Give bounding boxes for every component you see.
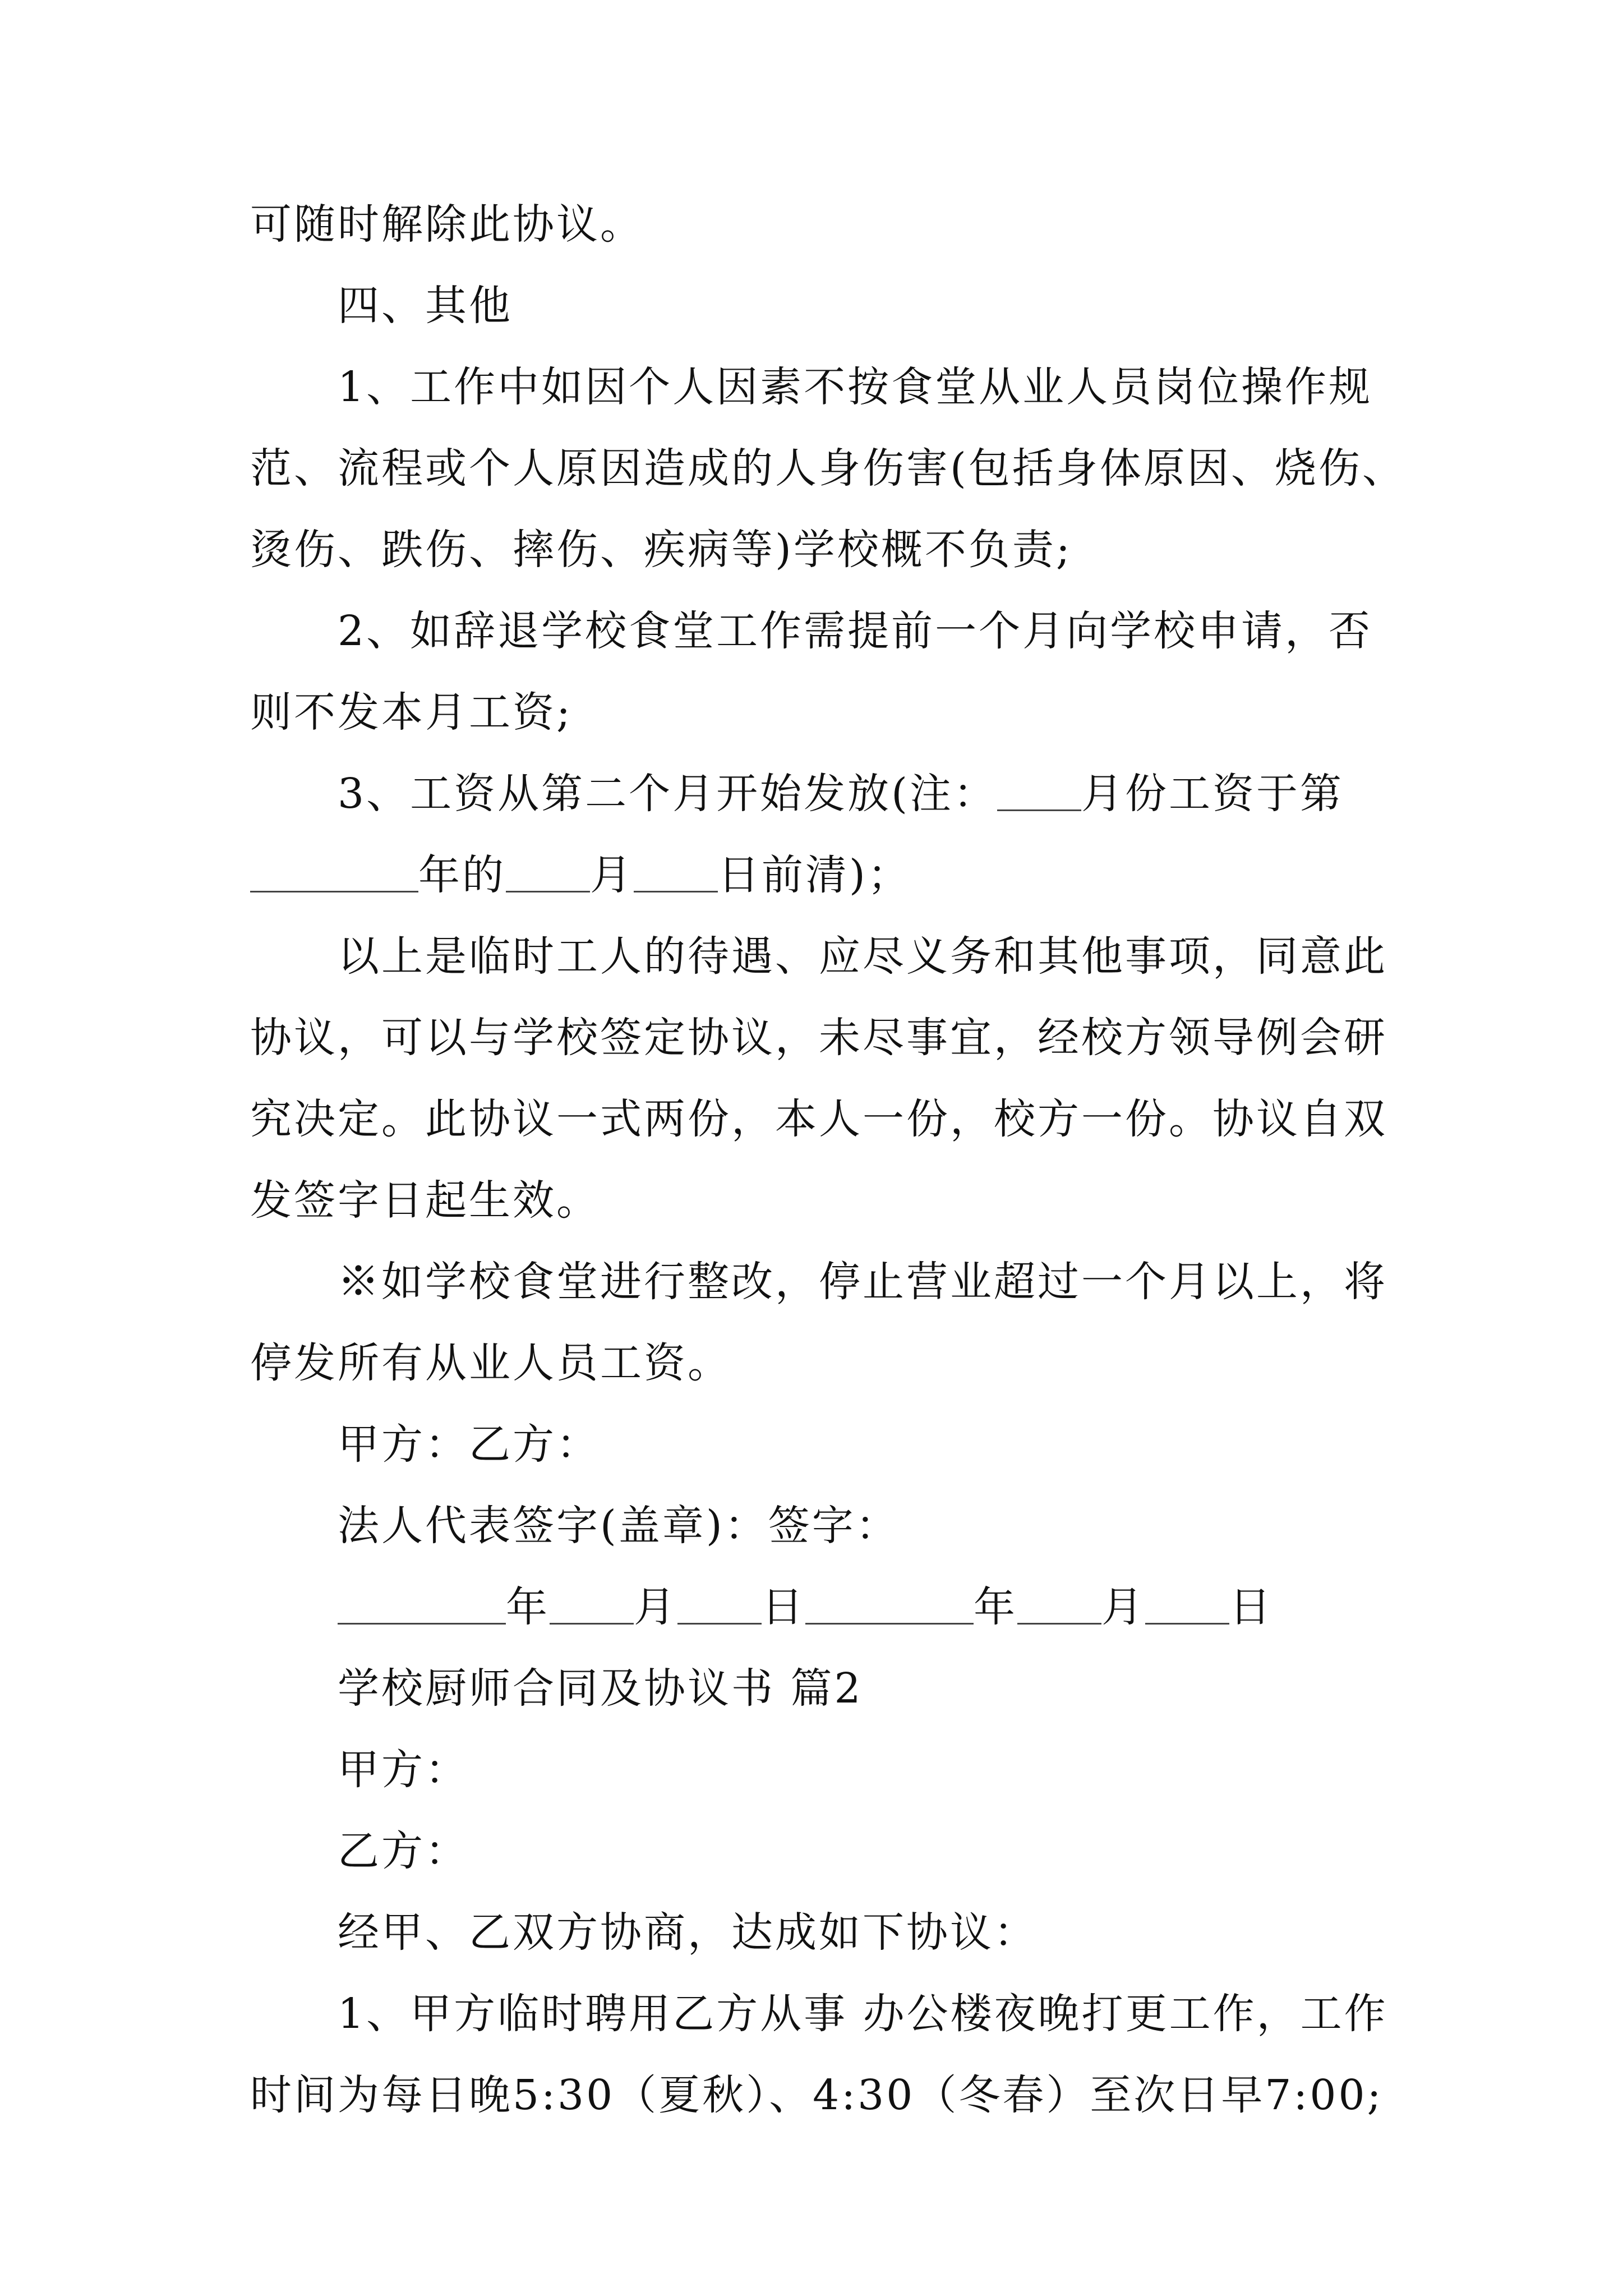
paragraph-line: 2、如辞退学校食堂工作需提前一个月向学校申请，否 xyxy=(338,607,1373,655)
fill-blank[interactable] xyxy=(997,768,1081,811)
clause-text: 日前清)； xyxy=(718,851,911,899)
paragraph-line: 烫伤、跌伤、摔伤、疾病等)学校概不负责; xyxy=(250,526,1072,574)
section-heading: 四、其他 xyxy=(338,282,513,330)
fill-blank[interactable] xyxy=(1145,1581,1229,1625)
clause-text: 3、工资从第二个月开始发放(注： xyxy=(338,770,997,818)
party-a-line: 甲方： xyxy=(338,1746,469,1794)
paragraph-line: 停发所有从业人员工资。 xyxy=(250,1339,731,1387)
paragraph-line: ※如学校食堂进行整改，停止营业超过一个月以上，将 xyxy=(338,1258,1387,1306)
fill-blank[interactable] xyxy=(677,1581,762,1625)
clause-text: 月 xyxy=(590,851,634,899)
paragraph-line: 1、甲方临时聘用乙方从事 办公楼夜晚打更工作，工作 xyxy=(338,1990,1388,2038)
paragraph-line: 发签字日起生效。 xyxy=(250,1176,600,1225)
signature-line: 法人代表签字(盖章)：签字： xyxy=(338,1502,900,1550)
salary-date-line xyxy=(250,835,1394,916)
paragraph-line: 时间为每日晚5:30（夏秋）、4:30（冬春）至次日早7:00; xyxy=(250,2071,1384,2119)
fill-blank[interactable] xyxy=(1017,1581,1101,1625)
paragraph-line: 究决定。此协议一式两份，本人一份，校方一份。协议自双 xyxy=(250,1095,1387,1143)
party-line: 甲方：乙方： xyxy=(338,1420,600,1469)
date-label: 月 xyxy=(1101,1583,1145,1631)
fill-blank[interactable] xyxy=(550,1581,634,1625)
fill-blank[interactable] xyxy=(338,1581,506,1625)
paragraph-line: 范、流程或个人原因造成的人身伤害(包括身体原因、烧伤、 xyxy=(250,444,1406,493)
section-title: 学校厨师合同及协议书 篇2 xyxy=(338,1664,863,1713)
date-label: 月 xyxy=(634,1583,677,1631)
paragraph-line: 经甲、乙双方协商，达成如下协议： xyxy=(338,1908,1038,1957)
party-b-line: 乙方： xyxy=(338,1827,469,1875)
fill-blank[interactable] xyxy=(250,849,418,892)
date-label: 年 xyxy=(506,1583,550,1631)
salary-clause-line xyxy=(250,753,1394,835)
document-page xyxy=(250,184,1406,2136)
clause-text: 年的 xyxy=(418,851,506,899)
fill-blank[interactable] xyxy=(805,1581,974,1625)
fill-blank[interactable] xyxy=(506,849,590,892)
paragraph-line: 可随时解除此协议。 xyxy=(250,200,644,249)
date-label: 日 xyxy=(762,1583,805,1631)
paragraph-line: 协议，可以与学校签定协议，未尽事宜，经校方领导例会研 xyxy=(250,1014,1387,1062)
paragraph-line: 则不发本月工资; xyxy=(250,688,573,737)
paragraph-line: 以上是临时工人的待遇、应尽义务和其他事项，同意此 xyxy=(338,932,1387,981)
paragraph-line: 1、工作中如因个人因素不按食堂从业人员岗位操作规 xyxy=(338,363,1373,411)
fill-blank[interactable] xyxy=(634,849,718,892)
date-label: 年 xyxy=(974,1583,1017,1631)
date-label: 日 xyxy=(1229,1583,1273,1631)
clause-text: 月份工资于第 xyxy=(1081,770,1344,818)
date-line xyxy=(250,1567,1394,1648)
